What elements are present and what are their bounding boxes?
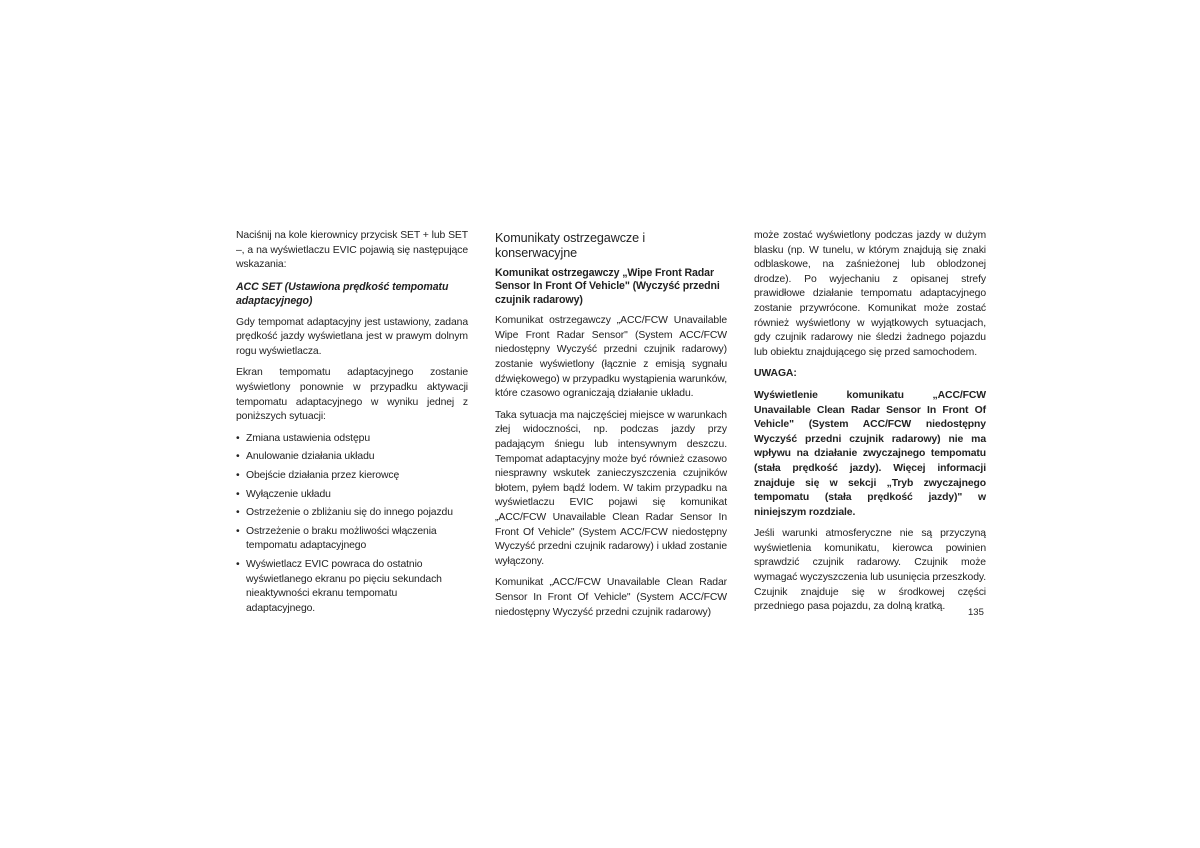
acc-set-heading: ACC SET (Ustawiona prędkość tempomatu adaptacyjnego) [236, 280, 449, 308]
bullet-icon: • [236, 451, 240, 463]
list-item [236, 432, 468, 447]
situation-list [236, 432, 468, 617]
wipe-sensor-paragraph: Komunikat ostrzegawczy „ACC/FCW Unavailable Wipe Front Radar Sensor" (System ACC/FCW niedostępny Wyczyść przedni czujnik radarowy) zostanie wyświetlony (łącznie z emisją sygnału dźwiękowego) w przypadku wystąpienia warunków, które czasowo ograniczają działanie układu. [495, 315, 727, 400]
bullet-icon: • [236, 488, 240, 500]
bullet-icon: • [236, 507, 240, 519]
visibility-paragraph: Taka sytuacja ma najczęściej miejsce w warunkach złej widoczności, np. podczas jazdy przy padającym śniegu lub intensywnym deszczu. Tempomat adaptacyjny może być również czasowo niesprawny wskutek zanieczyszczenia czujników błotem, pyłem bądź lodem. W takim przypadku na wyświetlaczu EVIC pojawi się komunikat „ACC/FCW Unavailable Clean Radar Sensor In Front Of Vehicle" (System ACC/FCW niedostępny Wyczyść przedni czujnik radarowy) i układ zostanie wyłączony. [495, 409, 727, 567]
list-item [236, 469, 468, 484]
list-item-text: Obejście działania przez kierowcę [246, 469, 400, 481]
list-item-text: Zmiana ustawienia odstępu [246, 432, 370, 444]
bullet-icon: • [236, 525, 240, 537]
list-item [236, 488, 468, 503]
list-item [236, 525, 468, 554]
list-item [236, 450, 468, 465]
list-item-text: Wyświetlacz EVIC powraca do ostatnio wyświetlanego ekranu po pięciu sekundach nieaktywności ekranu tempomatu adaptacyjnego. [246, 558, 442, 614]
list-item-text: Ostrzeżenie o zbliżaniu się do innego pojazdu [246, 507, 453, 519]
bullet-icon: • [236, 558, 240, 570]
screen-return-paragraph: Ekran tempomatu adaptacyjnego zostanie wyświetlony ponownie w przypadku aktywacji tempomatu adaptacyjnego w wyniku jednej z poniższych sytuacji: [236, 367, 468, 423]
glare-paragraph: może zostać wyświetlony podczas jazdy w dużym blasku (np. W tunelu, w którym znajdują się znaki odblaskowe, na zaśnieżonej lub oblodzonej drodze). Po wyjechaniu z opisanej strefy prawidłowe działanie tempomatu adaptacyjnego zostanie przywrócone. Komunikat może zostać również wyświetlony w wyjątkowych sytuacjach, gdy czujnik radarowy nie śledzi żadnego pojazdu lub obiektu znajdującego się przed samochodem. [754, 230, 986, 358]
middle-column [495, 229, 727, 627]
section-heading: Komunikaty ostrzegawcze i konserwacyjne [495, 231, 646, 260]
warning-text: Wyświetlenie komunikatu „ACC/FCW Unavailable Clean Radar Sensor In Front Of Vehicle" (System ACC/FCW niedostępny Wyczyść przedni czujnik radarowy) nie ma wpływu na działanie zwyczajnego tempomatu (stała prędkość jazdy). Więcej informacji znajduje się w sekcji „Tryb zwyczajnego tempomatu (stała prędkość jazdy)" w niniejszym rozdziale. [754, 389, 986, 518]
right-column [754, 229, 986, 622]
sensor-check-paragraph: Jeśli warunki atmosferyczne nie są przyczyną wyświetlenia komunikatu, kierowca powinien sprawdzić czujnik radarowy. Czujnik może wymagać wyczyszczenia lub usunięcia przeszkody. Czujnik znajduje się w środkowej części przedniego pasa pojazdu, za dolną kratką. [754, 528, 986, 613]
clean-sensor-paragraph: Komunikat „ACC/FCW Unavailable Clean Radar Sensor In Front Of Vehicle" (System ACC/FCW niedostępny Wyczyść przedni czujnik radarowy) [495, 577, 727, 618]
list-item-text: Ostrzeżenie o braku możliwości włączenia tempomatu adaptacyjnego [246, 525, 437, 552]
bullet-icon: • [236, 469, 240, 481]
page-number: 135 [968, 607, 984, 618]
list-item-text: Wyłączenie układu [246, 488, 331, 500]
list-item-text: Anulowanie działania układu [246, 451, 375, 463]
bullet-icon: • [236, 432, 240, 444]
wipe-sensor-heading: Komunikat ostrzegawczy „Wipe Front Radar Sensor In Front Of Vehicle" (Wyczyść przedni czujnik radarowy) [495, 267, 720, 306]
acc-set-paragraph: Gdy tempomat adaptacyjny jest ustawiony, zadana prędkość jazdy wyświetlana jest w prawym dolnym rogu wyświetlacza. [236, 316, 468, 357]
warning-label: UWAGA: [754, 368, 797, 380]
list-item [236, 558, 468, 616]
intro-paragraph: Naciśnij na kole kierownicy przycisk SET + lub SET –, a na wyświetlaczu EVIC pojawią się następujące wskazania: [236, 230, 468, 271]
list-item [236, 506, 468, 521]
left-column [236, 229, 468, 620]
